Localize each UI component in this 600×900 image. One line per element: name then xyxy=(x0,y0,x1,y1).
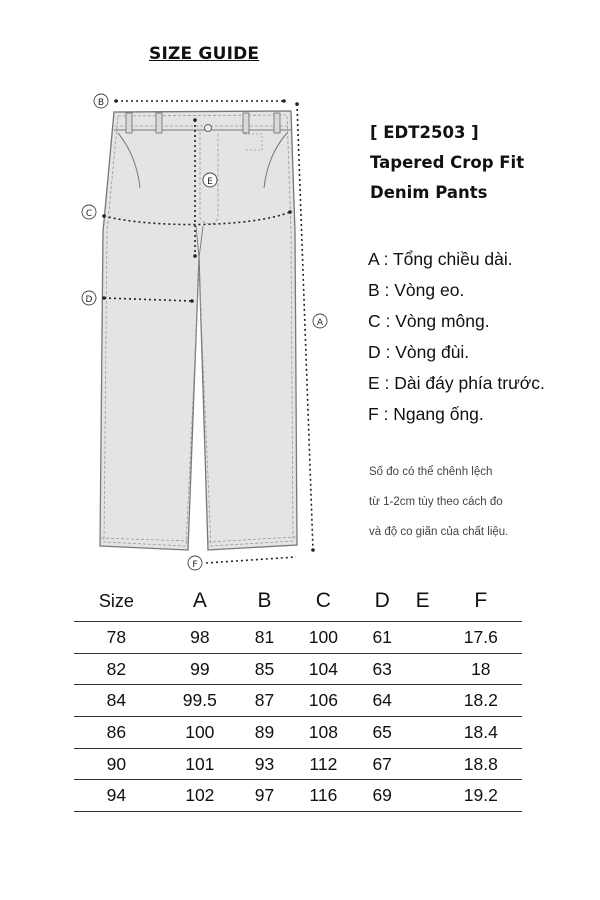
header-b: B xyxy=(241,585,288,622)
belt-loop xyxy=(156,113,162,133)
cell-e xyxy=(406,780,440,812)
note-line-3: và độ co giãn của chất liệu. xyxy=(369,526,509,538)
cell-a: 102 xyxy=(159,780,241,812)
measurement-legend xyxy=(368,244,545,430)
cell-c: 100 xyxy=(288,622,359,654)
header-d: D xyxy=(359,585,406,622)
cell-c: 116 xyxy=(288,780,359,812)
waist-button xyxy=(205,125,212,132)
cell-e xyxy=(406,717,440,749)
cell-c: 112 xyxy=(288,748,359,780)
belt-loop xyxy=(126,113,132,133)
cell-size: 84 xyxy=(74,685,159,717)
table-row xyxy=(74,748,522,780)
cell-size: 82 xyxy=(74,653,159,685)
cell-b: 97 xyxy=(241,780,288,812)
cell-f: 17.6 xyxy=(440,622,522,654)
measurement-note xyxy=(369,457,508,547)
product-line-2: Denim Pants xyxy=(370,183,488,202)
measure-b-end xyxy=(114,99,118,103)
table-header-row xyxy=(74,585,522,622)
cell-f: 18.8 xyxy=(440,748,522,780)
header-e: E xyxy=(406,585,440,622)
cell-size: 86 xyxy=(74,717,159,749)
measure-b-end xyxy=(282,99,286,103)
measure-e-end xyxy=(193,254,197,258)
cell-b: 81 xyxy=(241,622,288,654)
legend-item-c: C : Vòng mông. xyxy=(368,311,490,331)
legend-item-e: E : Dài đáy phía trước. xyxy=(368,373,545,393)
cell-f: 19.2 xyxy=(440,780,522,812)
marker-b-label: B xyxy=(97,98,105,108)
note-line-2: từ 1-2cm tùy theo cách đo xyxy=(369,496,503,508)
cell-d: 61 xyxy=(359,622,406,654)
marker-c xyxy=(82,205,96,219)
marker-c-label: C xyxy=(85,209,93,219)
cell-a: 99.5 xyxy=(159,685,241,717)
cell-d: 63 xyxy=(359,653,406,685)
measure-a-end xyxy=(311,548,315,552)
cell-e xyxy=(406,748,440,780)
measure-c-end xyxy=(288,210,292,214)
legend-item-f: F : Ngang ống. xyxy=(368,404,484,424)
header-size: Size xyxy=(74,585,159,622)
measure-f-line xyxy=(206,557,296,563)
cell-b: 87 xyxy=(241,685,288,717)
legend-item-a: A : Tổng chiều dài. xyxy=(368,249,513,269)
note-line-1: Số đo có thể chênh lệch xyxy=(369,466,493,478)
cell-f: 18.2 xyxy=(440,685,522,717)
table-row xyxy=(74,685,522,717)
marker-e xyxy=(203,173,217,187)
measure-a-line xyxy=(297,104,313,550)
marker-a xyxy=(313,314,327,328)
legend-item-b: B : Vòng eo. xyxy=(368,280,465,300)
cell-e xyxy=(406,653,440,685)
product-code: [ EDT2503 ] xyxy=(370,123,479,142)
table-row xyxy=(74,780,522,812)
belt-loop xyxy=(274,113,280,133)
cell-c: 108 xyxy=(288,717,359,749)
measure-d-end xyxy=(102,296,106,300)
cell-size: 78 xyxy=(74,622,159,654)
marker-d xyxy=(82,291,96,305)
cell-e xyxy=(406,685,440,717)
page-title: SIZE GUIDE xyxy=(149,44,260,64)
cell-a: 101 xyxy=(159,748,241,780)
product-name xyxy=(370,118,524,208)
cell-size: 94 xyxy=(74,780,159,812)
cell-b: 93 xyxy=(241,748,288,780)
cell-d: 64 xyxy=(359,685,406,717)
header-c: C xyxy=(288,585,359,622)
cell-e xyxy=(406,622,440,654)
pants-outline xyxy=(100,111,297,550)
measure-e-end xyxy=(193,118,197,122)
product-line-1: Tapered Crop Fit xyxy=(370,153,525,172)
marker-b xyxy=(94,94,108,108)
cell-a: 99 xyxy=(159,653,241,685)
marker-d-label: D xyxy=(85,295,93,305)
cell-d: 67 xyxy=(359,748,406,780)
marker-e-label: E xyxy=(207,177,213,187)
cell-a: 100 xyxy=(159,717,241,749)
marker-a-label: A xyxy=(316,318,324,328)
cell-d: 69 xyxy=(359,780,406,812)
cell-c: 104 xyxy=(288,653,359,685)
table-row xyxy=(74,622,522,654)
cell-d: 65 xyxy=(359,717,406,749)
cell-b: 85 xyxy=(241,653,288,685)
marker-f-label: F xyxy=(192,560,198,570)
cell-size: 90 xyxy=(74,748,159,780)
header-a: A xyxy=(159,585,241,622)
cell-f: 18 xyxy=(440,653,522,685)
table-row xyxy=(74,653,522,685)
header-f: F xyxy=(440,585,522,622)
marker-f xyxy=(188,556,202,570)
measure-d-end xyxy=(190,299,194,303)
cell-b: 89 xyxy=(241,717,288,749)
measure-c-end xyxy=(102,214,106,218)
belt-loop xyxy=(243,113,249,133)
size-table xyxy=(74,585,522,812)
legend-item-d: D : Vòng đùi. xyxy=(368,342,470,362)
cell-f: 18.4 xyxy=(440,717,522,749)
table-row xyxy=(74,717,522,749)
cell-a: 98 xyxy=(159,622,241,654)
measure-a-end xyxy=(295,102,299,106)
cell-c: 106 xyxy=(288,685,359,717)
